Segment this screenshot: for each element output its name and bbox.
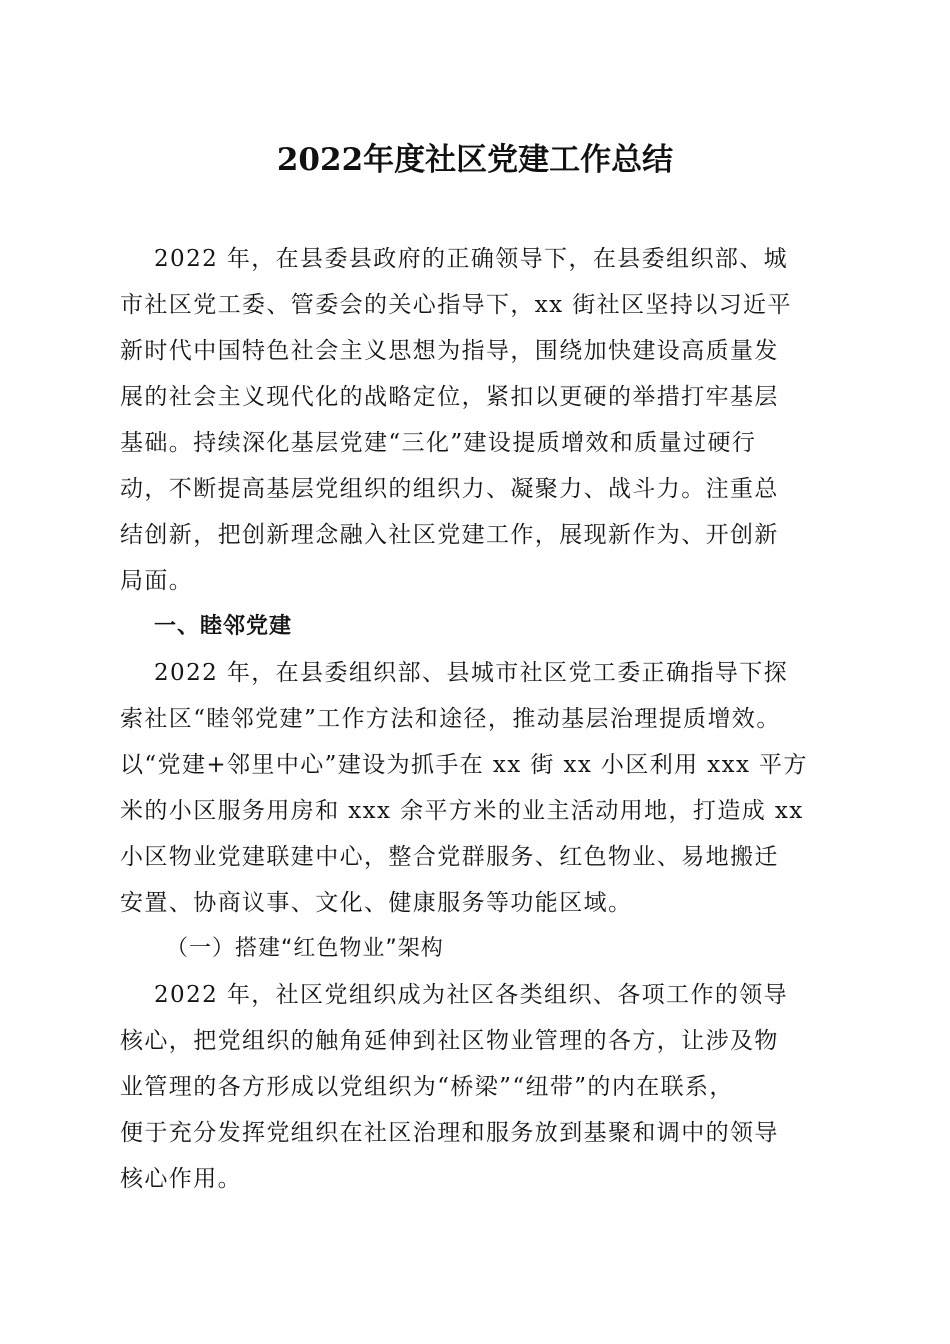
intro-line: 市社区党工委、管委会的关心指导下，xx 街社区坚持以习近平 [120,292,792,318]
section-line: 小区物业党建联建中心，整合党群服务、红色物业、易地搬迁 [120,844,779,870]
intro-line: 结创新，把创新理念融入社区党建工作，展现新作为、开创新 [120,522,779,548]
intro-line: 动，不断提高基层党组织的组织力、凝聚力、战斗力。注重总 [120,476,779,502]
subsection-line: 核心，把党组织的触角延伸到社区物业管理的各方，让涉及物 [120,1028,779,1054]
section-line: 索社区“睦邻党建”工作方法和途径，推动基层治理提质增效。 [120,706,781,732]
subsection-line: 业管理的各方形成以党组织为“桥梁”“纽带”的内在联系， [120,1074,734,1100]
section-line: 以“党建+邻里中心”建设为抓手在 xx 街 xx 小区利用 xxx 平方 [120,752,808,778]
document-title: 2022年度社区党建工作总结 [276,142,674,178]
section-line: 2022 年，在县委组织部、县城市社区党工委正确指导下探 [154,660,789,686]
section-heading: 一、睦邻党建 [154,614,293,639]
intro-line: 新时代中国特色社会主义思想为指导，围绕加快建设高质量发 [120,338,779,364]
intro-line: 基础。持续深化基层党建“三化”建设提质增效和质量过硬行 [120,430,757,456]
intro-line: 展的社会主义现代化的战略定位，紧扣以更硬的举措打牢基层 [120,384,779,410]
section-line: 米的小区服务用房和 xxx 余平方米的业主活动用地，打造成 xx [120,798,804,824]
subsection-heading: （一）搭建“红色物业”架构 [166,936,444,961]
section-line: 安置、协商议事、文化、健康服务等功能区域。 [120,890,633,916]
subsection-line: 2022 年，社区党组织成为社区各类组织、各项工作的领导 [154,982,789,1008]
document-body [120,236,840,1202]
intro-line: 局面。 [120,568,194,594]
subsection-line: 核心作用。 [120,1166,242,1192]
subsection-line: 便于充分发挥党组织在社区治理和服务放到基聚和调中的领导 [120,1120,779,1146]
intro-line: 2022 年，在县委县政府的正确领导下，在县委组织部、城 [154,246,789,272]
